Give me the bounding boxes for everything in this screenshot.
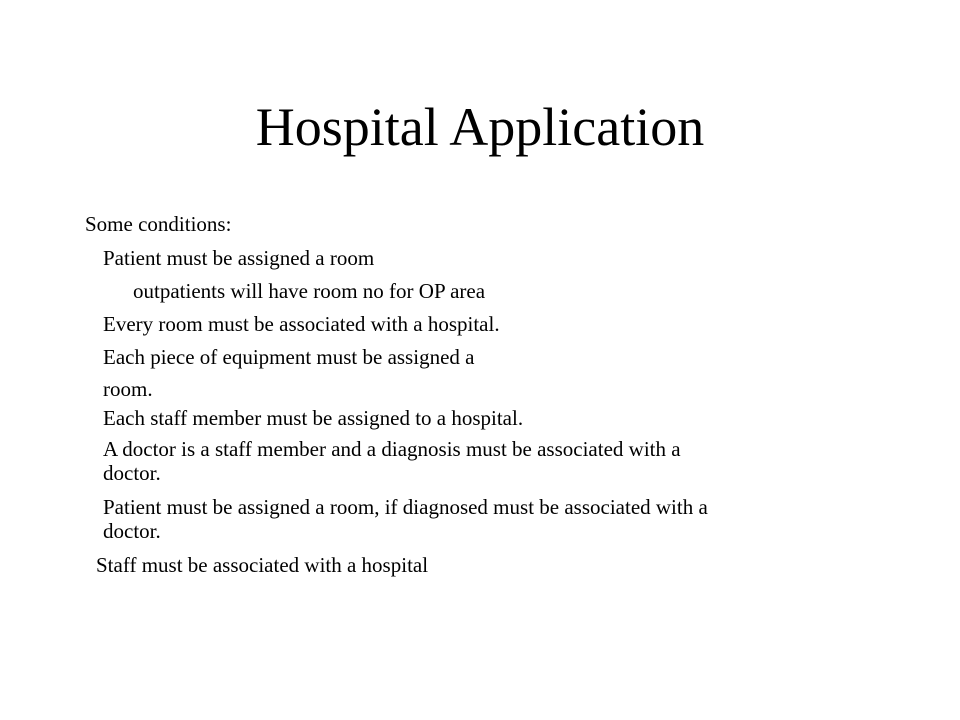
condition-line: Each staff member must be assigned to a hospital. (103, 406, 524, 430)
conditions-heading: Some conditions: (85, 212, 232, 236)
condition-line: Each piece of equipment must be assigned a (103, 345, 475, 369)
condition-line-continuation: doctor. (103, 461, 161, 485)
condition-line-continuation: doctor. (103, 519, 161, 543)
condition-line: Staff must be associated with a hospital (96, 553, 429, 577)
condition-line: Every room must be associated with a hospital. (103, 312, 500, 336)
slide-title: Hospital Application (255, 97, 705, 157)
condition-subline: outpatients will have room no for OP area (133, 279, 486, 303)
condition-line: Patient must be assigned a room (103, 246, 375, 270)
condition-line-continuation: room. (103, 377, 153, 401)
condition-line: Patient must be assigned a room, if diagnosed must be associated with a (103, 495, 708, 519)
condition-line: A doctor is a staff member and a diagnosis must be associated with a (103, 437, 681, 461)
